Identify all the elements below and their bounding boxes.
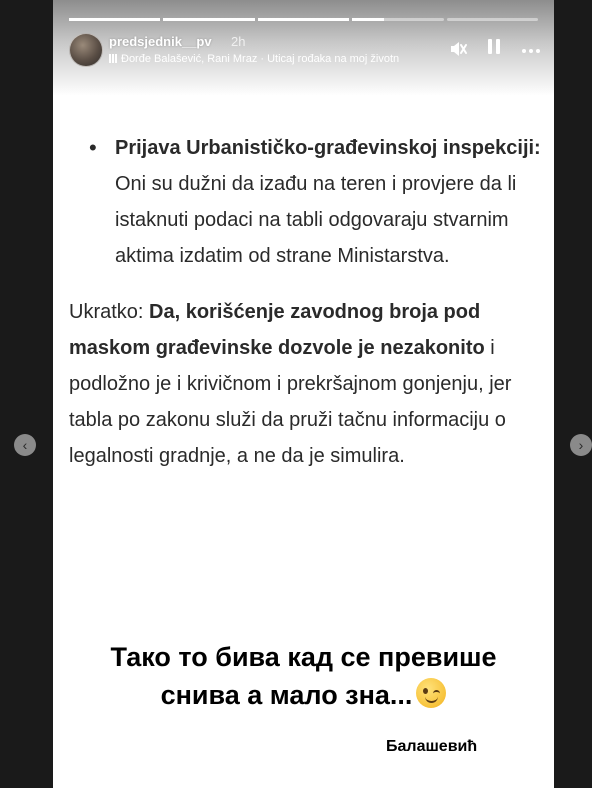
more-options-button[interactable] (519, 37, 543, 61)
progress-fill (69, 18, 160, 21)
story-text-content (69, 130, 559, 474)
winking-face-emoji (416, 678, 446, 708)
bullet-item (115, 130, 555, 274)
avatar[interactable] (69, 33, 103, 67)
progress-segment (258, 18, 349, 21)
pause-icon (486, 39, 502, 59)
progress-segment (352, 18, 443, 21)
story-progress-bar (69, 18, 538, 21)
story-viewer[interactable] (53, 0, 554, 788)
caption-line-1: Тако то бива кад се превише (110, 642, 497, 672)
story-header (69, 33, 538, 73)
overlay-caption (53, 638, 554, 714)
progress-fill (352, 18, 384, 21)
previous-story-button[interactable] (14, 434, 36, 456)
mute-button[interactable] (446, 37, 470, 61)
post-time: 2h (231, 34, 246, 49)
bullet-title: Prijava Urbanističko-građevinskoj inspekciji: (115, 137, 541, 159)
progress-fill (163, 18, 254, 21)
chevron-right-icon: › (578, 437, 584, 453)
pause-button[interactable] (482, 37, 506, 61)
summary-paragraph (69, 294, 559, 474)
bullet-icon: • (89, 135, 97, 160)
chevron-left-icon: ‹ (22, 437, 28, 453)
music-label[interactable] (109, 53, 429, 65)
signature: Балашевић (386, 738, 478, 755)
username[interactable]: predsjednik__pv (109, 34, 212, 49)
music-text: Đorđe Balašević, Rani Mraz · Uticaj rođaka na moj životn (121, 53, 400, 65)
caption-line-2-wrap (53, 676, 554, 714)
progress-fill (258, 18, 349, 21)
summary-lead: Ukratko: (69, 301, 150, 323)
mute-icon (448, 39, 468, 59)
more-icon (521, 40, 542, 58)
music-eq-icon (109, 54, 117, 63)
next-story-button[interactable] (570, 434, 592, 456)
summary-rest: i podložno je i krivičnom i prekršajnom gonjenju, jer tabla po zakonu služi da pruži tačnu informaciju o legalnosti gradnje, a ne da je simulira. (69, 337, 512, 467)
summary-bold: Da, korišćenje zavodnog broja pod maskom građevinske dozvole je nezakonito (69, 301, 485, 359)
progress-segment (447, 18, 538, 21)
progress-segment (163, 18, 254, 21)
progress-segment (69, 18, 160, 21)
caption-line-2: снива а мало зна... (160, 680, 413, 710)
bullet-text: Oni su dužni da izađu na teren i provjere da li istaknuti podaci na tabli odgovaraju stvarnim aktima izdatim od strane Ministarstva. (115, 173, 517, 267)
